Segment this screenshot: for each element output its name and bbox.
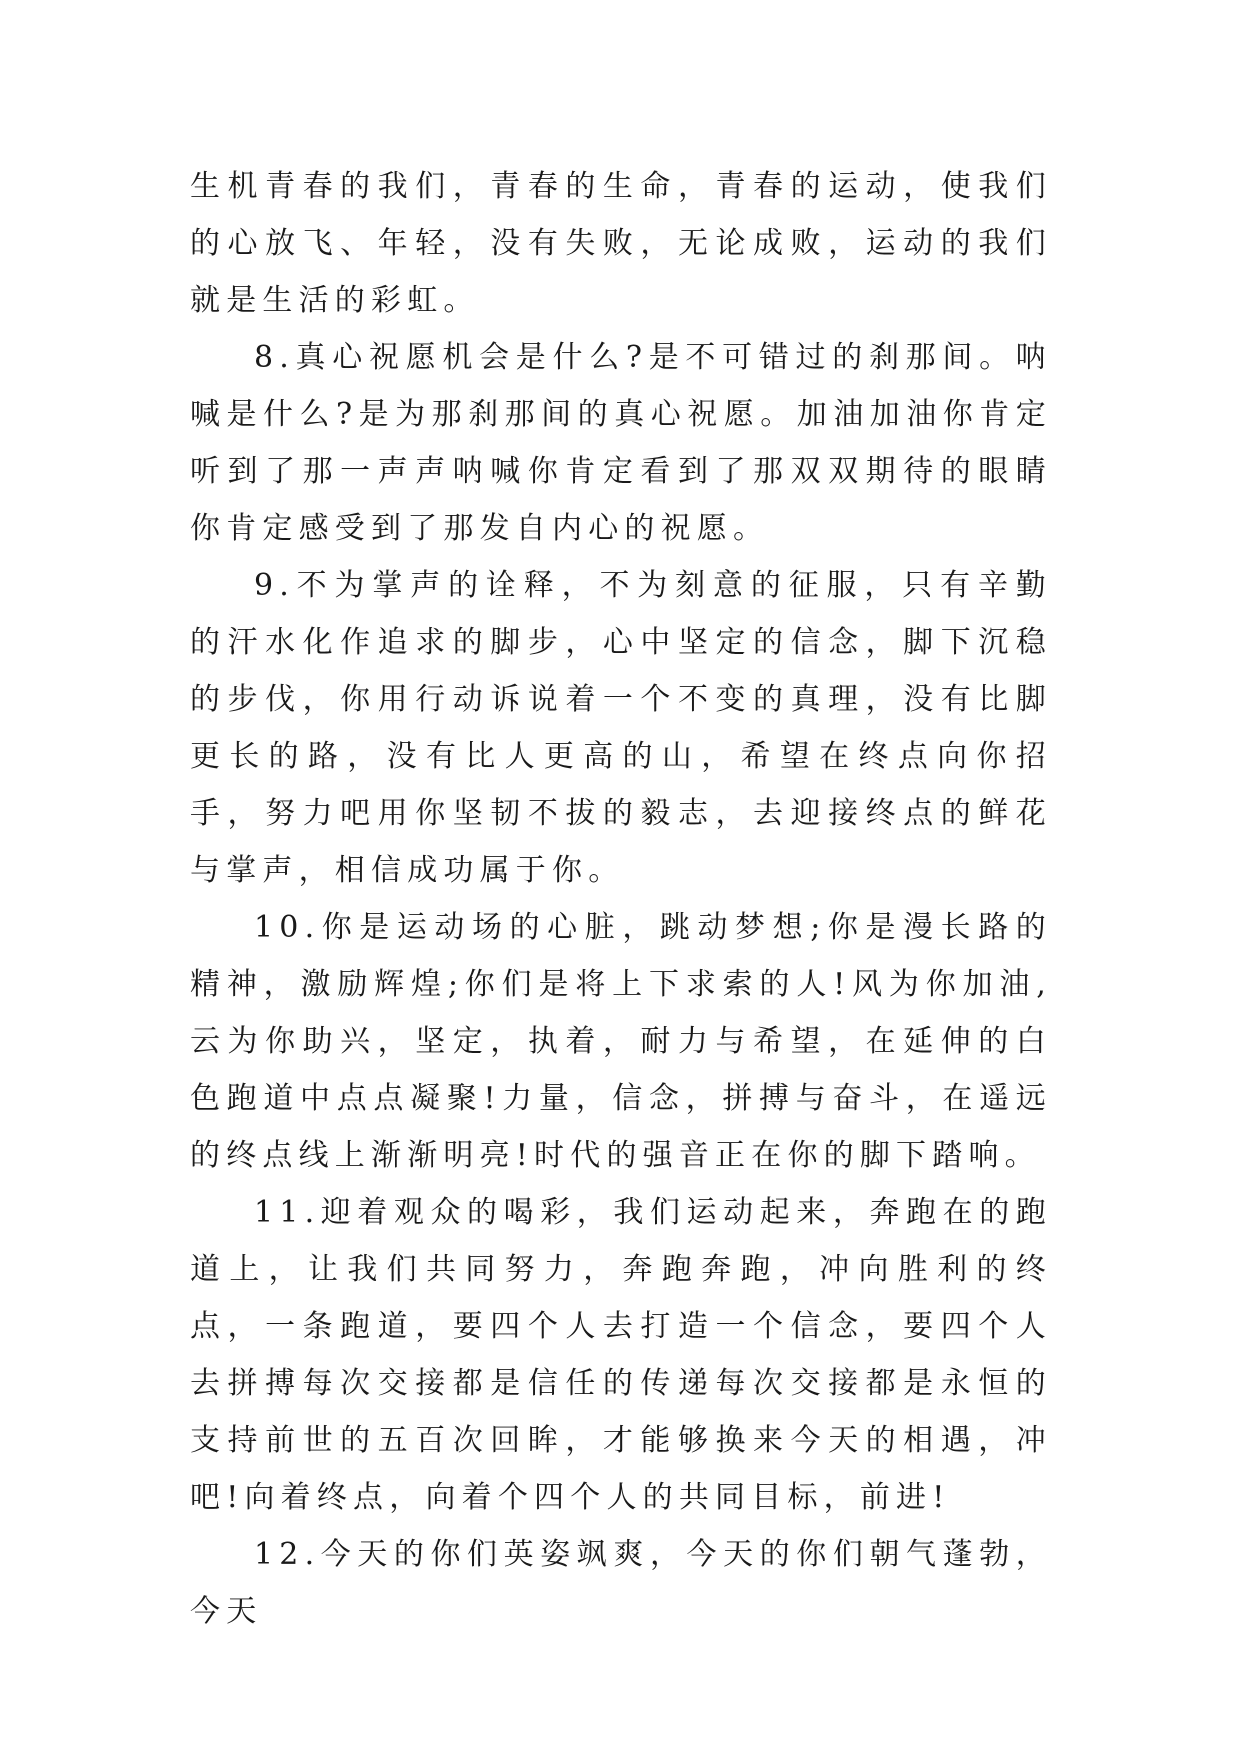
paragraph-7-continuation: 生机青春的我们，青春的生命，青春的运动，使我们的心放飞、年轻，没有失败，无论成败，运动的我们就是生活的彩虹。 — [190, 169, 1052, 318]
document-body — [190, 158, 1052, 1640]
paragraph-12: 12.今天的你们英姿飒爽，今天的你们朝气蓬勃，今天 — [190, 1537, 1052, 1629]
paragraph-10: 10.你是运动场的心脏，跳动梦想;你是漫长路的精神，激励辉煌;你们是将上下求索的人!风为你加油,云为你助兴，坚定，执着，耐力与希望，在延伸的白色跑道中点点凝聚!力量，信念，拼搏与奋斗，在遥远的终点线上渐渐明亮!时代的强音正在你的脚下踏响。 — [190, 910, 1052, 1173]
paragraph-8: 8.真心祝愿机会是什么?是不可错过的刹那间。呐喊是什么?是为那刹那间的真心祝愿。加油加油你肯定听到了那一声声呐喊你肯定看到了那双双期待的眼睛你肯定感受到了那发自内心的祝愿。 — [190, 340, 1052, 546]
paragraph-9: 9.不为掌声的诠释，不为刻意的征服，只有辛勤的汗水化作追求的脚步，心中坚定的信念，脚下沉稳的步伐，你用行动诉说着一个不变的真理，没有比脚更长的路，没有比人更高的山，希望在终点向你招手，努力吧用你坚韧不拔的毅志，去迎接终点的鲜花与掌声，相信成功属于你。 — [190, 568, 1052, 888]
paragraph-11: 11.迎着观众的喝彩，我们运动起来，奔跑在的跑道上，让我们共同努力，奔跑奔跑，冲向胜利的终点，一条跑道，要四个人去打造一个信念，要四个人去拼搏每次交接都是信任的传递每次交接都是永恒的支持前世的五百次回眸，才能够换来今天的相遇，冲吧!向着终点，向着个四个人的共同目标，前进! — [190, 1195, 1052, 1515]
